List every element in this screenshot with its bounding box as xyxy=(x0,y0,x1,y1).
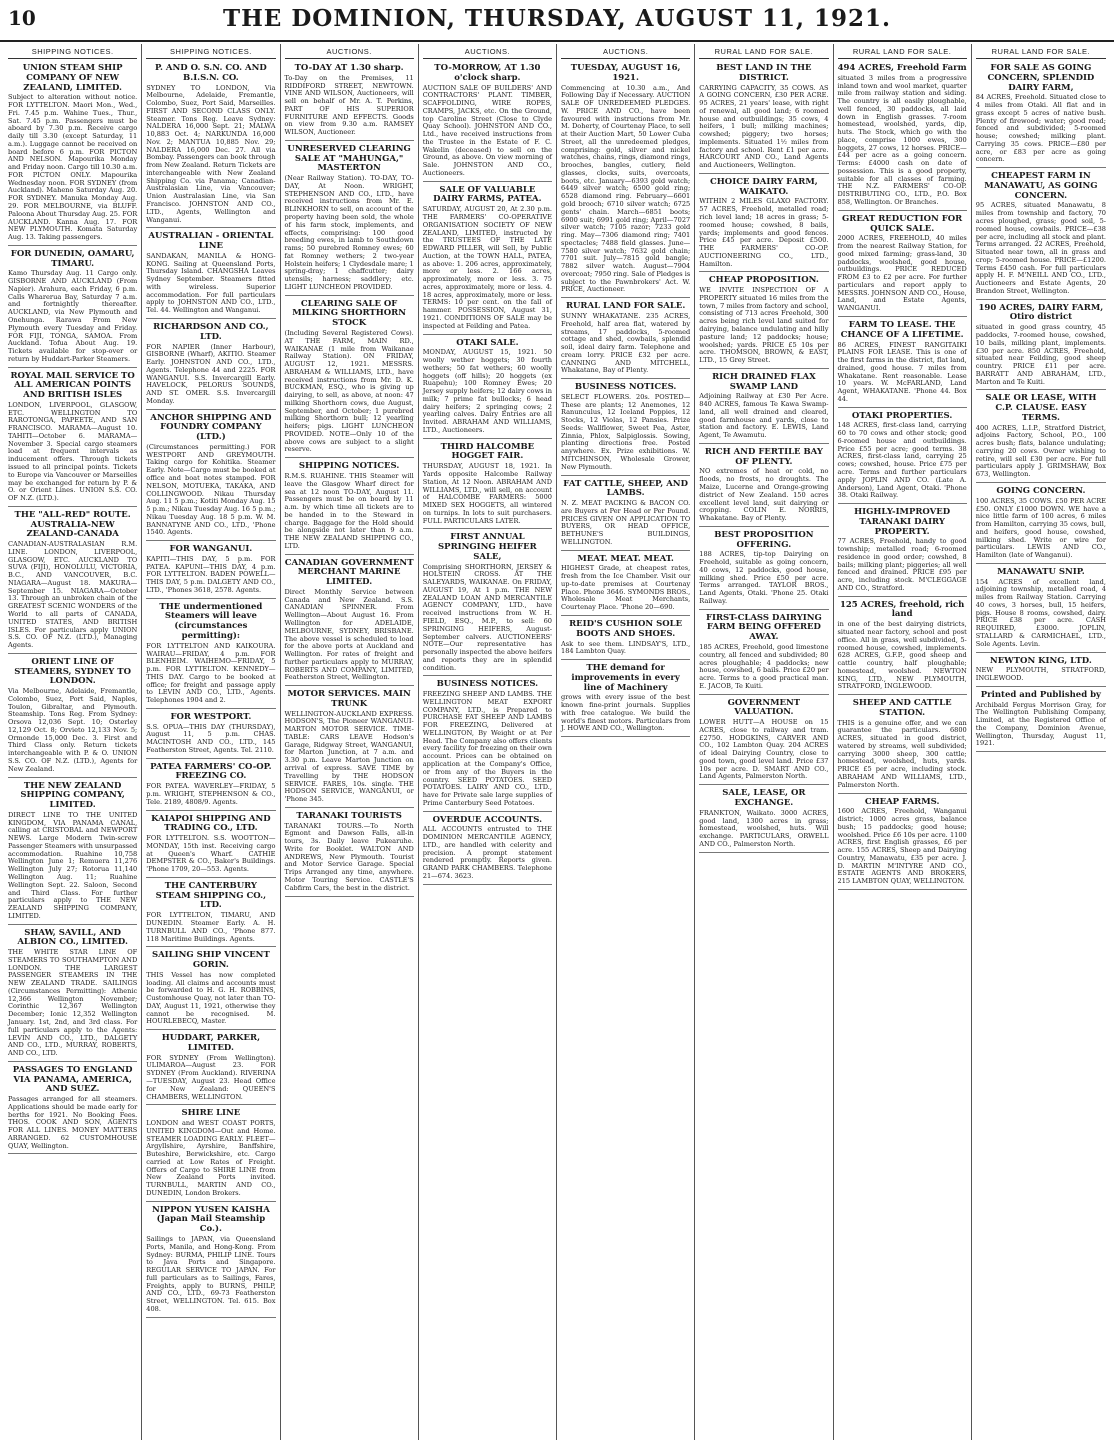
ad-title: MANAWATU SNIP. xyxy=(997,566,1085,577)
ad-title: NIPPON YUSEN KAISHA (Japan Mail Steamship Co.). xyxy=(151,1204,270,1235)
advertisement xyxy=(699,612,828,695)
ad-text: SATURDAY, AUGUST 20, At 2.30 p.m. THE FARMERS' CO-OPERATIVE ORGANISATION SOCIETY OF NEW ZEALAND, LIMITED, instructed by the TRUSTEES OF THE LATE EDWARD PILLER, will Sell, by Public Auction, at the TOWN HALL, PATEA, as above: 1. 206 acres, approximately, more or less. 2. 166 acres, approximately, more or less. 3. 75 acres, approximately, more or less. 4. 18 acres, approximately, more or less. TERMS: 10 per cent. on the fall of hammer. POSSESSION, August 31, 1921. CONDITIONS OF SALE may be inspected at Feilding and Patea. xyxy=(422,205,552,330)
ad-title: GREAT REDUCTION FOR QUICK SALE. xyxy=(842,213,963,234)
ad-text: 100 ACRES, 35 COWS. £50 PER ACRE £50. ONLY £1000 DOWN. WE have a nice little farm of 100 acres, 6 miles from Hamilton, carrying 35 cows, bull, and heifers, good house, cowshed, milking shed. Write or wire for particulars. LEWIS AND CO., Hamilton (late of Wanganui). xyxy=(975,496,1106,560)
ad-title: SALE OR LEASE, WITH C.P. CLAUSE. EASY TERMS. xyxy=(985,393,1097,423)
ad-text: 400 ACRES, L.I.P., Stratford District, adjoins Factory, School, P.O., 100 acres bush; flats, balance undulating; carrying 20 cows. Owner wishing to retire, will sell £30 per acre. For full particulars apply J. GRIMSHAW, Box 673, Wellington. xyxy=(975,423,1106,479)
ad-text: 148 ACRES, first-class land, carrying 60 to 70 cows and other stock; good 6-roomed house and outbuildings. Price £55 per acre; good terms. 38 ACRES, first-class land, carrying 25 cows; cowshed, house. Price £75 per acre. Terms and further particulars apply JOPLIN AND CO. (Late A. Anderson), Land Agent, Otaki. 'Phone 38. Otaki Railway. xyxy=(837,421,967,500)
ad-text: Direct Monthly Service between Canada and New Zealand. S.S. CANADIAN SPINNER. From Wellington—About August 16. From Wellington for ADELAIDE, MELBOURNE, SYDNEY, BRISBANE. The above vessel is scheduled to load for the above ports at Auckland and Wellington. For rates of freight and further particulars apply to MURRAY, ROBERTS AND COMPANY, LIMITED, Featherston Street, Wellington. xyxy=(284,587,414,682)
ad-title: UNION STEAM SHIP COMPANY OF NEW ZEALAND, LIMITED. xyxy=(22,63,123,93)
advertisement xyxy=(423,678,552,811)
advertisement xyxy=(285,62,414,141)
ad-text: in one of the best dairying districts, situated near factory, school and post office. All in grass, well subdivided, 5-roomed house, cowshed, implements. 628 ACRES, G.F.P., good sheep and cattle country, half ploughable; homestead, woolshed. NEWTON KING, LTD., NEW PLYMOUTH, STRATFORD, INGLEWOOD. xyxy=(837,620,967,691)
column-heading: RURAL LAND FOR SALE. xyxy=(838,44,967,59)
advertisement xyxy=(146,761,275,811)
ad-text: MONDAY, AUGUST 15, 1921. 50 woolly wether hoggets; 30 fourth wethers; 50 fat wethers; 60 woolly hoggets (off hills); 20 hoggets (ex Ruapehu); 100 Romney Ewes; 20 Jersey supply heifers; 12 dairy cows in milk; 7 prime fat bullocks; 6 head dairy heifers; 2 springing cows; 2 yearling calves. Dairy Entries are all Invited. ABRAHAM AND WILLIAMS, LTD., Auctioneers. xyxy=(422,348,552,434)
advertisement xyxy=(838,213,967,317)
ad-text: FOR PATEA. WAVERLEY—FRIDAY, 5 p.m. WRIGHT, STEPHENSON & CO., Tele. 2189, 4808/9. Agents. xyxy=(146,782,276,806)
ad-title: THE CANTERBURY STEAM SHIPPING CO., LTD. xyxy=(155,880,267,911)
ad-text: Kamo Thursday Aug. 11 Cargo only. GISBORNE AND AUCKLAND (From Napier). Arahura, each Friday, 6 p.m. Calls Wharerua Bay, Saturday 7 a.m. and fortnightly thereafter. AUCKLAND, via New Plymouth and Onehunga. Rarawa From New Plymouth every Tuesday and Friday. FOR FIJI, TONGA, SAMOA. From Auckland. Tofua About Aug. 19. Tickets available for stop-over or return by Huddart-Parker Steamers. xyxy=(8,269,138,363)
page-number: 10 xyxy=(8,6,36,30)
column-heading: AUCTIONS. xyxy=(423,44,552,59)
ad-text: SELECT FLOWERS. 20s. POSTED—These are plants; 12 Anemones, 12 Ranunculus, 12 Iceland Poppies, 12 Stocks, 12 Violas, 12 Pansies. Prize Seeds: Wallflower, Sweet Pea, Aster, Zinnia, Phlox, Salpiglossis. Sowing, planting directions free. Posted anywhere. Ex. Prize exhibitions. W. MITCHINSON, Wholesale Grower, New Plymouth. xyxy=(561,392,691,471)
ad-title: FOR WANGANUI. xyxy=(169,544,253,555)
advertisement xyxy=(561,62,690,298)
advertisement xyxy=(285,143,414,296)
ad-title: SHIPPING NOTICES. xyxy=(298,461,400,472)
advertisement xyxy=(423,184,552,335)
ad-title: SHIRE LINE xyxy=(181,1108,241,1119)
ad-text: ALL ACCOUNTS entrusted to THE DOMINION MERCANTILE AGENCY, LTD., are handled with celerity and precision. A prompt statement rendered promptly. Reports given. GRAND PARK CHAMBERS. Telephone 21—674. 3623. xyxy=(422,825,552,880)
advertisement xyxy=(561,553,690,616)
column-6 xyxy=(695,44,833,1440)
ad-text: WELLINGTON-AUCKLAND EXPRESS. HODSON'S, The Pioneer WANGANUI-MARTON MOTOR SERVICE. TIME-TABLE: CARS LEAVE Hodson's Garage, Ridgway Street, WANGANUI, for Marton Junction, at 7 a.m. and 3.30 p.m. Leave Marton Junction on arrival of express. SAVE TIME by Travelling by THE HODSON SERVICE. FARES, 10s. single. THE HODSON SERVICE, WANGANUI, or 'Phone 345. xyxy=(284,709,414,804)
ad-text: 154 ACRES of excellent land, adjoining township, metalled road, 4 miles from Railway Station. Carrying 40 cows, 3 horses, bull, 15 heifers, pigs. House 8 rooms, cowshed, dairy. PRICE £38 per acre. CASH REQUIRED, £3000. JOPLIN, STALLARD & CARMICHAEL, LTD., Sole Agents. Levin. xyxy=(975,577,1106,648)
ad-title: FOR DUNEDIN, OAMARU, TIMARU. xyxy=(10,248,135,269)
advertisement xyxy=(285,557,414,686)
advertisement xyxy=(8,927,137,1062)
ad-title: CHEAPEST FARM IN MANAWATU, AS GOING CONCERN. xyxy=(984,171,1098,201)
ad-text: situated 3 miles from a progressive inland town and wool market, quarter mile from railway station and siding. The country is all easily ploughable, well fenced, 30 paddocks, all laid down in English grasses. 7-room homestead, woolshed, yards, dip, huts. The Stock, which go with the place, comprise 1000 ewes, 300 hoggets, 27 cows, 12 horses. PRICE—£44 per acre as a going concern. Terms: £4000 cash on date of possession. This is a good property, suitable for all classes of farming. THE N.Z. FARMERS' CO-OP. DISTRIBUTING CO., LTD., P.O. Box 858, Wellington. Or Branches. xyxy=(837,73,967,207)
column-heading: SHIPPING NOTICES. xyxy=(146,44,275,59)
ad-title: FIRST-CLASS DAIRYING FARM BEING OFFERED AWAY. xyxy=(705,612,822,643)
ad-title: RICHARDSON AND CO., LTD. xyxy=(153,321,269,342)
ad-text: FOR LYTTELTON, TIMARU, AND DUNEDIN. Steamer Early. A. H. TURNBULL AND CO., 'Phone 877. 118 Maritime Buildings. Agents. xyxy=(146,911,276,943)
advertisement xyxy=(838,796,967,890)
column-heading: AUCTIONS. xyxy=(561,44,690,59)
advertisement xyxy=(285,810,414,897)
ad-title: ROYAL MAIL SERVICE TO ALL AMERICAN POINTS AND BRITISH ISLES xyxy=(10,370,135,401)
ad-text: DIRECT LINE TO THE UNITED KINGDOM, VIA PANAMA CANAL, calling at CRISTOBAL and NEWPORT NEWS. Large Modern Twin-screw Passenger Steamers with unsurpassed accommodation. Ruahine 10,758 Wellington June 1; Remuera 11,276 Wellington July 27; Rotorua 11,140 Wellington Aug. 11; Ruahine Wellington Sept. 22. Saloon, Second and Third Class. For further particulars apply to THE NEW ZEALAND SHIPPING COMPANY, LIMITED. xyxy=(8,810,138,920)
ad-title: RICH AND FERTILE BAY OF PLENTY. xyxy=(704,446,823,467)
ad-text: FREEZING SHEEP AND LAMBS. THE WELLINGTON MEAT EXPORT COMPANY, LTD., is Prepared to PURCHASE FAT SHEEP AND LAMBS FOR FREEZING, Delivered at WELLINGTON, By Weight or at Per Head. The Company also offers clients every facility for freezing on their own account. Prices can be obtained on application at the Company's Office, or from any of the Buyers in the country. SEED POTATOES. SEED POTATOES. LAIRY AND CO., LTD., have for Private sale large supplies of Prime Canterbury Seed Potatoes. xyxy=(422,690,552,807)
column-4 xyxy=(419,44,557,1440)
ad-title: 125 ACRES, freehold, rich land xyxy=(839,599,965,620)
ad-title: P. AND O. S.N. CO. AND B.I.S.N. CO. xyxy=(155,63,267,83)
ad-text: 1600 ACRES, Freehold, Wanganui district; 1000 acres grass, balance bush; 15 paddocks; good house; woolshed. Price £6 10s per acre. 1100 ACRES, first English grasses, £6 per acre. 155 ACRES, Sheep and Dairying Country, Manawatu, £35 per acre. J. D. MARTIN M'INTYRE AND CO., ESTATE AGENTS AND BROKERS, 215 LAMBTON QUAY, WELLINGTON. xyxy=(837,807,967,886)
ad-title: THE "ALL-RED" ROUTE. AUSTRALIA-NEW ZEALAND-CANADA xyxy=(14,509,131,540)
ad-text: Commencing at 10.30 a.m., And Following Day if Necessary. AUCTION SALE OF UNREDEEMED PLEDGES. W. PRICE AND CO., have been favoured with instructions from Mr. M. Doherty, of Courtenay Place, to sell at their Auction Mart, 50 Lower Cuba Street, all the unredeemed pledges, comprising: gold, silver and nickel watches, chains, rings, diamond rings, brooches, bangles, cutlery, field glasses, clocks, suits, overcoats, boots, etc. January—6393 gold watch; 6449 silver watch; 6500 gold ring; 6528 diamond ring. February—6601 gold brooch; 6710 silver watch; 6725 gents' chain. March—6851 boots; 6900 suit; 6991 gold ring; April—7027 silver watch; 7105 razor; 7233 gold ring. May—7306 diamond ring; 7401 spectacles; 7488 field glasses. June—7580 silver watch; 7632 gold chain; 7701 suit. July—7815 gold bangle; 7882 silver watch. August—7904 overcoat; 7950 ring. Sale of Pledges is subject to the Pawnbrokers' Act. W. PRICE, Auctioneer. xyxy=(561,83,691,294)
advertisement xyxy=(146,321,275,410)
column-2 xyxy=(142,44,280,1440)
ad-text: SYDNEY TO LONDON, Via Melbourne, Adelaide, Fremantle, Colombo, Suez, Port Said, Marseilles. FIRST AND SECOND CLASS ONLY. Steamer. Tons Reg. Leave Sydney: NALDERA 16,000 Sept. 21; MALWA 10,883 Oct. 4; NARKUNDA 16,000 Nov. 2; MANTUA 10,885 Nov. 29; NALDERA 16,000 Dec. 27. All via Bombay. Passengers can book through from New Zealand. Return Tickets are interchangeable with New Zealand Shipping Co. via Panama; Canadian-Australasian Line, via Vancouver; Union Australasian Line, via San Francisco. JOHNSTON AND CO., LTD., Agents, Wellington and Wanganui. xyxy=(146,83,276,224)
ad-text: NEW PLYMOUTH, STRATFORD, INGLEWOOD. xyxy=(975,666,1106,683)
ad-text: FRANKTON, Waikato. 3000 ACRES, good land, 1300 acres in grass; homestead, woolshed, huts. Will exchange. PARTICULARS, ORWELL AND CO., Palmerston North. xyxy=(699,808,829,848)
ad-text: (Near Railway Station). TO-DAY, TO-DAY, At Noon. WRIGHT, STEPHENSON AND CO., LTD., have received instructions from Mr. E. BLINKHORN to sell, on account of the property having been sold, the whole of his farm stock, implements, and effects, comprising: 100 good breeding ewes, in lamb to Southdown rams; 50 purebred Romney ewes; 60 fat Romney wethers; 2 two-year Holstein heifers; 1 Clydesdale mare; 1 spring-dray; 1 chaffcutter; dairy utensils; harness; saddlery; etc. LIGHT LUNCHEON PROVIDED. xyxy=(284,174,414,291)
advertisement xyxy=(146,1107,275,1201)
advertisement xyxy=(976,170,1106,299)
advertisement xyxy=(838,319,967,408)
ad-text: LOWER HUTT—A HOUSE on 15 ACRES, close to railway and tram. £2750. HODGKINS, CARVER AND CO., 102 Lambton Quay. 204 ACRES of ideal Dairying Country, close to good town, good level land. Price £37 10s per acre. D. SMART AND CO., Land Agents, Palmerston North. xyxy=(699,718,829,781)
ad-title: SAILING SHIP VINCENT GORIN. xyxy=(151,950,270,971)
ad-text: CARRYING CAPACITY, 35 COWS. AS A GOING CONCERN, £30 PER ACRE. 95 ACRES, 21 years' lease, with right of renewal, all good land; 6 roomed house and outbuildings; 35 cows, 4 heifers, 1 bull; milking machines; cowshed; piggery; two horses; implements. Situated 1½ miles from factory and school. Rent £1 per acre. HARCOURT AND CO., Land Agents and Auctioneers, Wellington. xyxy=(699,83,829,170)
newspaper-title: THE DOMINION, THURSDAY, AUGUST 11, 1921. xyxy=(222,5,892,32)
column-1 xyxy=(4,44,142,1440)
advertisement xyxy=(838,62,967,211)
advertisement xyxy=(838,410,967,504)
ad-text: Sailings to JAPAN, via Queensland Ports, Manila, and Hong-Kong. From Sydney: BURMA, PHILIP LINE. Tours to Java Ports and Singapore. REGULAR SERVICE TO JAPAN. For full particulars as to Sailings, Fares, Freights, apply to BURNS, PHILP, AND CO., LTD., 69-73 Featherston Street, WELLINGTON. Tel. 615. Box 408. xyxy=(146,1235,276,1313)
ad-title: TUESDAY, AUGUST 16, 1921. xyxy=(570,63,681,83)
ad-title: KAIAPOI SHIPPING AND TRADING CO., LTD. xyxy=(151,813,271,834)
ad-title: ORIENT LINE OF STEAMERS, SYDNEY TO LONDON. xyxy=(14,656,132,687)
column-heading: RURAL LAND FOR SALE. xyxy=(976,44,1106,59)
ad-text: SANDAKAN, MANILA & HONG-KONG. Sailing at Queensland Ports, Thursday Island. CHANGSHA Leaves Sydney September. Steamers fitted with wireless. Superior accommodation. For full particulars apply to JOHNSTON AND CO., LTD., Tel. 44. Wellington and Wanganui. xyxy=(146,251,276,315)
advertisement xyxy=(976,485,1106,564)
advertisement xyxy=(8,780,137,925)
ad-title: NEWTON KING, LTD. xyxy=(989,655,1092,666)
ad-text: THE WHITE STAR LINE OF STEAMERS TO SOUTHAMPTON AND LONDON. THE LARGEST PASSENGER STEAMERS IN THE NEW ZEALAND TRADE. SAILINGS (Circumstances Permitting): Athenic 12,366 Wellington November; Corinthic 12,367 Wellington December; Ionic 12,352 Wellington January. 1st, 2nd, and 3rd class. For full particulars apply to the Agents: LEVIN AND CO., LTD., DALGETY AND CO., LTD., MURRAY, ROBERTS, AND CO., LTD. xyxy=(8,948,138,1058)
advertisement xyxy=(423,531,552,676)
ad-text: Comprising SHORTHORN, JERSEY & HOLSTEIN CROSS. AT THE SALEYARDS, WAIKANAE. On FRIDAY, AUGUST 19, At 1 p.m. THE NEW ZEALAND LOAN AND MERCANTILE AGENCY COMPANY, LTD., have received instructions from W. H. FIELD, ESQ., M.P., to sell: 60 SPRINGING HEIFERS, August-September calvers. AUCTIONEERS' NOTE—Our representative has personally inspected the above heifers and reports they are in splendid condition. xyxy=(422,562,552,672)
ad-title: FARM TO LEASE. THE CHANCE OF A LIFETIME. xyxy=(840,319,964,340)
advertisement xyxy=(8,62,137,246)
advertisement xyxy=(146,949,275,1030)
ad-text: 188 ACRES, tip-top Dairying on Freehold, suitable as going concern, 40 cows, 12 paddocks, good house, milking shed. Price £50 per acre. Terms arranged. TAYLOR BROS., Land Agents, Otaki. 'Phone 25. Otaki Railway. xyxy=(699,550,829,605)
ad-title: OVERDUE ACCOUNTS. xyxy=(432,814,543,825)
advertisement xyxy=(423,814,552,885)
advertisement xyxy=(8,1064,137,1155)
ad-text: Passages arranged for all steamers. Applications should be made early for berths for 1921. No Booking Fees. THOS. COOK AND SON, AGENTS FOR ALL LINES. MONEY MATTERS ARRANGED. 62 CUSTOMHOUSE QUAY, Wellington. xyxy=(8,1095,138,1150)
ad-text: SUNNY WHAKATANE. 235 ACRES, Freehold, half area flat, watered by streams, 17 paddocks, 5-roomed cottage and shed, cowbails, splendid soil, ideal dairy farm. Telephone and cream lorry. PRICE £32 per acre. CANNING AND MITCHELL, Whakatane, Bay of Plenty. xyxy=(561,311,691,375)
ad-title: PATEA FARMERS' CO-OP. FREEZING CO. xyxy=(150,761,272,782)
ad-title: SALE OF VALUABLE DAIRY FARMS, PATEA. xyxy=(433,184,542,205)
ad-text: THIS is a genuine offer, and we can guarantee the particulars. 6800 ACRES, situated in good district, watered by streams, well subdivided; carrying 3000 sheep, 300 cattle; homestead, woolshed, huts, yards. PRICE £5 per acre, including stock. ABRAHAM AND WILLIAMS, LTD., Palmerston North. xyxy=(837,718,967,789)
advertisement xyxy=(146,813,275,878)
ad-text: grows with every issue of the best known fine-print journals. Supplies with free catalogue. We build the world's finest motors. Particulars from J. HOWE AND CO., Wellington. xyxy=(561,693,691,733)
advertisement xyxy=(146,711,275,759)
ad-text: 2000 ACRES, FREEHOLD, 40 miles from the nearest Railway Station, for good mixed farming; grass-land, 30 paddocks, woolshed, good house, outbuildings. PRICE REDUCED FROM £3 to £2 per acre. For further particulars and report apply to MESSRS. JOHNSON AND CO., House, Land, and Estate Agents, WANGANUI. xyxy=(837,234,967,313)
advertisement xyxy=(146,1032,275,1105)
ad-title: SHEEP AND CATTLE STATION. xyxy=(852,698,952,718)
ad-text: HIGHEST Grade, at cheapest rates, fresh from the Ice Chamber. Visit our up-to-date premises at Courtenay Place. Phone 3646. SYMONDS BROS., Wholesale Meat Merchants, Courtenay Place. 'Phone 20—690. xyxy=(561,564,691,612)
advertisement xyxy=(699,274,828,368)
advertisement xyxy=(976,566,1106,653)
ad-title: OTAKI SALE. xyxy=(456,337,519,348)
ad-title: AUSTRALIAN - ORIENTAL LINE xyxy=(148,231,274,252)
ad-title: RURAL LAND FOR SALE. xyxy=(565,301,686,312)
ad-text: Archibald Fergus Morrison Gray, for The Wellington Publishing Company, Limited, at the Registered Office of the Company, Dominion Avenue, Wellington, Thursday, August 11, 1921. xyxy=(975,700,1106,748)
ad-title: GOVERNMENT VALUATION. xyxy=(727,697,801,718)
advertisement xyxy=(699,529,828,610)
ad-title: MEAT. MEAT. MEAT. xyxy=(577,553,674,564)
ad-text: (Including Several Registered Cows). AT THE FARM, MAIN RD., WAIKANAE (1 mile from Waikanae Railway Station). ON FRIDAY, AUGUST 12, 1921. MESSRS. ABRAHAM & WILLIAMS, LTD., have received instructions from Mr. D. K. BUCKMAN, ESQ., who is giving up dairying, to sell, as above, at noon: 47 milking Shorthorn cows, due August, September, and October; 1 purebred milking Shorthorn bull; 12 yearling heifers; pigs. LIGHT LUNCHEON PROVIDED. NOTE—Only 10 of the above cows are subject to a slight reserve. xyxy=(284,328,414,454)
advertisement xyxy=(146,230,275,319)
column-8 xyxy=(972,44,1110,1440)
ad-text: KAPITI—THIS DAY, 5 p.m. FOR PATEA. KAPUNI—THIS DAY, 4 p.m. FOR LYTTELTON. BADEN POWELL—THIS DAY, 5 p.m. DALGETY AND CO., LTD., 'Phones 3618, 2578. Agents. xyxy=(146,554,276,594)
ad-title: UNRESERVED CLEARING SALE AT "MAHUNGA," MASTERTON xyxy=(287,143,411,174)
advertisement xyxy=(976,655,1106,687)
advertisement xyxy=(146,880,275,947)
ad-title: THE demand for improvements in every line of Machinery xyxy=(571,663,680,693)
advertisement xyxy=(838,599,967,695)
ad-title: 190 ACRES, DAIRY FARM, Otiro district xyxy=(978,302,1104,323)
advertisement xyxy=(146,62,275,228)
ad-text: NO extremes of heat or cold, no floods, no frosts, no droughts. The Maize, Lucerne and Orange-growing district of New Zealand. 150 acres excellent level land, suit dairying or cropping. COLIN E. NORRIS, Whakatane. Bay of Plenty. xyxy=(699,467,829,523)
ad-title: OTAKI PROPERTIES. xyxy=(851,410,953,421)
advertisement xyxy=(838,506,967,597)
ad-title: TARANAKI TOURISTS xyxy=(296,810,402,821)
ad-title: ANCHOR SHIPPING AND FOUNDRY COMPANY (LTD.) xyxy=(150,412,272,443)
ad-text: 86 ACRES, FINEST RANGITAIKI PLAINS FOR LEASE. This is one of the first farms in the district, flat land, drained, good house. 7 miles from Whakatane. Rent reasonable. Lease 10 years. W. McFARLAND, Land Agent, WHAKATANE. 'Phone 44. Box 44. xyxy=(837,340,967,403)
advertisement xyxy=(146,1204,275,1318)
advertisement xyxy=(976,689,1106,752)
ad-text: To-Day on the Premises, 11 RIDDIFORD STREET, NEWTOWN. VINE AND WILSON, Auctioneers, will sell on behalf of Mr. A. T. Perkins, PART OF HIS SUPERIOR FURNITURE AND EFFECTS. Goods on view from 9.30 a.m. RAMSEY WILSON, Auctioneer. xyxy=(284,73,414,137)
advertisement xyxy=(699,446,828,527)
advertisement xyxy=(8,370,137,507)
advertisement xyxy=(561,618,690,660)
advertisement xyxy=(699,697,828,786)
ad-text: WITHIN 2 MILES GLAXO FACTORY. 57 ACRES, Freehold, metalled road; rich level land; 18 acres in grass; 5-roomed house; cowshed, 8 bails, yards; implements and good fences. Price £45 per acre. Deposit £500. THE FARMERS' CO-OP. AUCTIONEERING CO., LTD., Hamilton. xyxy=(699,197,829,268)
advertisement xyxy=(561,478,690,551)
ad-title: TO-DAY AT 1.30 sharp. xyxy=(294,63,404,73)
newspaper-columns xyxy=(4,44,1110,1440)
ad-text: FOR NAPIER (Inner Harbour), GISBORNE (Wharf), AKITIO. Steamer Early. JOHNSTON AND CO., LTD., Agents. Telephone 44 and 2225. FOR WANGANUI. S.S. Invercargill Early. HAVELOCK, PELORUS SOUNDS, AND ST. OMER. S.S. Invercargill Monday. xyxy=(146,342,276,405)
ad-text: situated in good grass country, 45 paddocks, 7-roomed house, cowshed, 10 bails, milking plant, implements. £30 per acre. 850 ACRES, Freehold, situated near Feilding, good sheep country. PRICE £11 per acre. BARRATT AND ABRAHAM, LTD., Marton and Te Kuiti. xyxy=(975,323,1106,386)
ad-text: LONDON and WEST COAST PORTS, UNITED KINGDOM—Out and Home. STEAMER LOADING EARLY. FLEET—Argyllshire, Ayrshire, Banffshire, Buteshire, Berwickshire, etc. Cargo carried at Low Rates of Freight. Offers of Cargo to SHIRE LINE from New Zealand Ports invited. TURNBULL, MARTIN AND CO., DUNEDIN, London Brokers. xyxy=(146,1119,276,1197)
ad-text: AUCTION SALE OF BUILDERS' AND CONTRACTORS' PLANT. TIMBER, SCAFFOLDING, WIRE ROPES, CRAMPS, JACKS, etc. On the Ground, top Caroline Street (Close to Clyde Quay School). JOHNSTON AND CO., Ltd., have received instructions from the Trustee in the Estate of F. C. Wakelin (deceased) to sell on the Ground, as above. On view morning of Sale. JOHNSTON AND CO., Auctioneers. xyxy=(422,83,552,177)
column-heading: SHIPPING NOTICES. xyxy=(8,44,137,59)
ad-title: CHOICE DAIRY FARM, WAIKATO. xyxy=(710,176,818,197)
ad-text: THIS Vessel has now completed loading. All claims and accounts must be forwarded to H. G. H. ROBBINS, Customhouse Quay, not later than TO-DAY, August 11, 1921, otherwise they cannot be recognised. M. HOURLEBECQ, Master. xyxy=(146,970,276,1026)
ad-title: CHEAP PROPOSITION. xyxy=(708,275,819,286)
ad-title: HUDDART, PARKER, LIMITED. xyxy=(161,1033,261,1053)
ad-text: TARANAKI TOURS.—To North Egmont and Dawson Falls, all-in tours, 3s. Daily leave Pukearuhe. Write for Booklet. WALTON AND ANDREWS, New Plymouth. Tourist and Motor Service Garage. Special Trips Arranged any time, anywhere. Motor Touring Service. CASTLE'S Cabfirm Cars, the best in the district. xyxy=(284,821,414,892)
ad-text: N. Z. MEAT PACKING & BACON CO. are Buyers at Per Head or Per Pound. PRICES GIVEN ON APPLICATION TO BUYERS, OR HEAD OFFICE, BETHUNE'S BUILDINGS, WELLINGTON. xyxy=(561,499,691,546)
ad-title: BEST PROPOSITION OFFERING. xyxy=(714,529,814,550)
ad-title: RICH DRAINED FLAX SWAMP LAND xyxy=(712,371,816,392)
ad-title: REID'S CUSHION SOLE BOOTS AND SHOES. xyxy=(569,619,683,639)
ad-text: FOR LYTTELTON AND KAIKOURA. WAIRAU—FRIDAY, 4 p.m. FOR BLENHEIM. WAIHEMO—FRIDAY, 5 p.m. FOR LYTTELTON. KENNEDY—THIS DAY. Cargo to be booked at office; for freight and passage apply to LEVIN AND CO., LTD., Agents. Telephones 1904 and 2. xyxy=(146,641,276,705)
advertisement xyxy=(423,337,552,439)
advertisement xyxy=(561,300,690,379)
ad-title: CHEAP FARMS. xyxy=(864,796,940,807)
advertisement xyxy=(699,62,828,174)
ad-text: S.S. OPUA—THIS DAY (THURSDAY), August 11, 5 p.m. CHAS. MACINTOSH AND CO., LTD., 145 Featherston Street, Agents. Tel. 2110. xyxy=(146,722,276,754)
ad-text: WE INVITE INSPECTION OF A PROPERTY situated 16 miles from the town, 7 miles from factory and school, consisting of 713 acres Freehold, 300 acres being rich level land suited for dairying, balance undulating and hilly pasture land; 12 paddocks; house; woolshed; yards. PRICE £5 10s per acre. THOMSON, BROWN, & EAST, LTD., 15 Grey Street. xyxy=(699,286,829,365)
ad-text: THURSDAY, AUGUST 18, 1921. In Yards opposite Halcombe Railway Station, At 12 Noon. ABRAHAM AND WILLIAMS, LTD., will sell, on account of HALCOMBE FARMERS: 5000 MIXED SEX HOGGETS, all wintered on turnips. In lots to suit purchasers. FULL PARTICULARS LATER. xyxy=(422,462,552,525)
ad-title: THE NEW ZEALAND SHIPPING COMPANY, LIMITED. xyxy=(20,780,125,811)
ad-text: 185 ACRES, Freehold, good limestone country, all fenced and subdivided; 80 acres ploughable; 4 paddocks; new house, cowshed, 6 bails. Price £20 per acre. Terms to a good practical man. E. JACOB, Te Kuiti. xyxy=(699,643,829,690)
ad-title: 494 ACRES, Freehold Farm xyxy=(837,63,967,73)
advertisement xyxy=(423,441,552,530)
ad-title: BUSINESS NOTICES. xyxy=(436,679,539,690)
ad-title: CLEARING SALE OF MILKING SHORTHORN STOCK xyxy=(292,298,407,329)
advertisement xyxy=(976,302,1106,391)
ad-text: FOR LYTTELTON. S.S. WOOTTON—MONDAY, 15th inst. Receiving cargo at Queen's Wharf. CATHIE DEMPSTER & CO., Baker's Buildings. 'Phone 1709, 20—553. Agents. xyxy=(146,834,276,874)
ad-title: BEST LAND IN THE DISTRICT. xyxy=(716,63,812,83)
advertisement xyxy=(699,176,828,272)
ad-text: (Circumstances permitting.) FOR WESTPORT AND GREYMOUTH. Taking cargo for Kohitika. Steamer Early. Note—Cargo must be booked at office and boat notes stamped. FOR NELSON, MOTUEKA, TAKAKA, AND COLLINGWOOD. Nikau Thursday Aug. 11 5 p.m.; Kotiti Monday Aug. 15 5 p.m.; Nikau Tuesday Aug. 16 5 p.m.; Nikau Tuesday Aug. 18 5 p.m. W. M. BANNATYNE AND CO., LTD., 'Phone 1540. Agents. xyxy=(146,442,276,537)
ad-title: PASSAGES TO ENGLAND VIA PANAMA, AMERICA, AND SUEZ. xyxy=(12,1064,133,1095)
ad-title: THIRD HALCOMBE HOGGET FAIR. xyxy=(440,441,535,462)
advertisement xyxy=(8,248,137,368)
ad-title: CANADIAN GOVERNMENT MERCHANT MARINE LIMITED. xyxy=(284,557,414,588)
ad-title: HIGHLY-IMPROVED TARANAKI DAIRY PROPERTY. xyxy=(854,507,951,537)
advertisement xyxy=(8,656,137,778)
advertisement xyxy=(699,787,828,852)
ad-title: FOR SALE AS GOING CONCERN, SPLENDID DAIRY FARM, xyxy=(987,63,1095,93)
advertisement xyxy=(838,697,967,793)
ad-text: R.M.S. RUAHINE. THIS Steamer will leave the Glasgow Wharf direct for sea at 12 noon TO-DAY, August 11. Passengers must be on board by 11 a.m. by which time all tickets are to be handed in to the Steward in charge. Baggage for the Hold should be alongside not later than 9 a.m. THE NEW ZEALAND SHIPPING CO., LTD. xyxy=(284,471,414,550)
advertisement xyxy=(561,662,690,737)
ad-title: Printed and Published by xyxy=(980,689,1101,700)
ad-text: LONDON, LIVERPOOL, GLASGOW, ETC. WELLINGTON TO RAROTONGA, PAPEETE, AND SAN FRANCISCO. MARAMA—August 10. TAHITI—October 6. MARAMA—November 3. Special cargo steamers load at frequent intervals as inducement offers. Through tickets issued to all principal points. Tickets to Europe via Vancouver or Marseilles may be exchanged for return by P. & O. or Orient Lines. UNION S.S. CO. OF N.Z. (LTD.). xyxy=(8,400,138,503)
ad-title: THE undermentioned Steamers will leave (circumstances permitting): xyxy=(159,601,263,641)
advertisement xyxy=(146,601,275,709)
ad-title: MOTOR SERVICES. MAIN TRUNK xyxy=(287,689,411,709)
ad-title: TO-MORROW, AT 1.30 o'clock sharp. xyxy=(434,63,541,83)
advertisement xyxy=(976,62,1106,168)
column-heading: RURAL LAND FOR SALE. xyxy=(699,44,828,59)
ad-title: GOING CONCERN. xyxy=(996,485,1086,496)
ad-text: FOR SYDNEY (From Wellington). ULIMAROA—August 23. FOR SYDNEY (From Auckland). RIVERINA—TUESDAY, August 23. Head Office for New Zealand: QUEEN'S CHAMBERS, WELLINGTON. xyxy=(146,1053,276,1101)
column-5 xyxy=(557,44,695,1440)
advertisement xyxy=(146,412,275,541)
advertisement xyxy=(285,460,414,554)
column-heading: AUCTIONS. xyxy=(285,44,414,59)
ad-title: BUSINESS NOTICES. xyxy=(574,382,677,393)
ad-text: Subject to alteration without notice. FOR LYTTELTON. Maori Mon., Wed., Fri. 7.45 p.m. Wahine Tues., Thur., Sat. 7.45 p.m. Passengers must be aboard by 7.30 p.m. Receive cargo daily till 3.30 (except Saturday, 11 a.m.). Luggage cannot be received on board before 6 p.m. FOR PICTON AND NELSON. Mapourika Monday and Friday noon. Cargo till 10.30 a.m. FOR PICTON ONLY. Mapourika Wednesday noon. FOR SYDNEY (from Auckland). Maheno Saturday Aug. 20. FOR SYDNEY. Manuka Monday Aug. 29. FOR MELBOURNE, via BLUFF. Paloona About Thursday Aug. 25. FOR AUCKLAND. Kanna Aug. 17. FOR NEW PLYMOUTH. Komata Saturday Aug. 13. Taking passengers. xyxy=(8,93,138,242)
column-7 xyxy=(834,44,972,1440)
advertisement xyxy=(285,298,414,459)
advertisement xyxy=(8,509,137,654)
ad-text: 84 ACRES, Freehold. Situated close to 4 miles from Otaki. All flat and in grass except 5 acres of native bush. Plenty of firewood; water; good road; fenced and subdivided; 5-roomed house; cowshed; milking plant. Carrying 35 cows. PRICE—£80 per acre, or £83 per acre as going concern. xyxy=(975,93,1106,164)
advertisement xyxy=(423,62,552,182)
advertisement xyxy=(146,543,275,599)
ad-text: Via Melbourne, Adelaide, Fremantle, Colombo, Suez, Port Said, Naples, Toulon, Gibraltar, and Plymouth. Steamship. Tons Reg. From Sydney: Orsova 12,036 Sept. 10; Osterley 12,129 Oct. 8; Orvieto 12,133 Nov. 5; Ormonde 15,000 Dec. 3. First and Third Class only. Return tickets interchangeable with P. & O. UNION S.S. CO. OF N.Z. (LTD.), Agents for New Zealand. xyxy=(8,687,138,773)
masthead xyxy=(0,0,1114,42)
advertisement xyxy=(561,381,690,475)
ad-text: CANADIAN-AUSTRALASIAN R.M. LINE. LONDON, LIVERPOOL, GLASGOW, ETC. AUCKLAND TO SUVA (FIJI), HONOLULU, VICTORIA, B.C., AND VANCOUVER, B.C. NIAGARA—August 18. MAKURA—September 15. NIAGARA—October 13. Through an unbroken chain of the GREATEST SCENIC WONDERS of the World to all parts of CANADA, UNITED STATES, AND BRITISH ISLES. For particulars apply UNION S.S. CO. OF N.Z. (LTD.), Managing Agents. xyxy=(8,540,138,650)
ad-title: FAT CATTLE, SHEEP, AND LAMBS. xyxy=(563,478,688,499)
ad-title: SALE, LEASE, OR EXCHANGE. xyxy=(722,788,806,809)
ad-title: FOR WESTPORT. xyxy=(170,711,252,722)
ad-title: SHAW, SAVILL, AND ALBION CO., LIMITED. xyxy=(17,927,128,948)
advertisement xyxy=(699,371,828,444)
ad-text: 77 ACRES, Freehold, handy to good township; metalled road; 6-roomed residence in good order; cowshed, 8 bails; milking plant; piggeries; all well fenced and drained. PRICE £95 per acre, including stock. M'CLEGGAGE AND CO., Stratford. xyxy=(837,537,967,592)
ad-text: Adjoining Railway at £30 Per Acre. 840 ACRES, famous Te Kawa Swamp-land, all well drained and cleared, good farmhouse and yards, close to station and factory. E. LEWIS, Land Agent, Te Awamutu. xyxy=(699,392,829,440)
ad-text: 95 ACRES, situated Manawatu, 8 miles from township and factory, 70 acres ploughed, grass; good soil, 5-roomed house, cowbails. PRICE—£38 per acre, including all stock and plant. Terms arranged. 22 ACRES, Freehold, Situated near town, all in grass and crop; 5-roomed house. PRICE—£1200. Terms £450 cash. For full particulars apply H. F. M'NEILL AND CO., LTD., Auctioneers and Estate Agents, 20 Brandon Street, Wellington. xyxy=(975,201,1106,295)
ad-text: Ask to see them. LINDSAY'S, LTD., 184 Lambton Quay. xyxy=(561,639,691,656)
advertisement xyxy=(285,688,414,808)
ad-title: FIRST ANNUAL SPRINGING HEIFER SALE, xyxy=(438,532,537,562)
column-3 xyxy=(281,44,419,1440)
advertisement xyxy=(976,392,1106,483)
